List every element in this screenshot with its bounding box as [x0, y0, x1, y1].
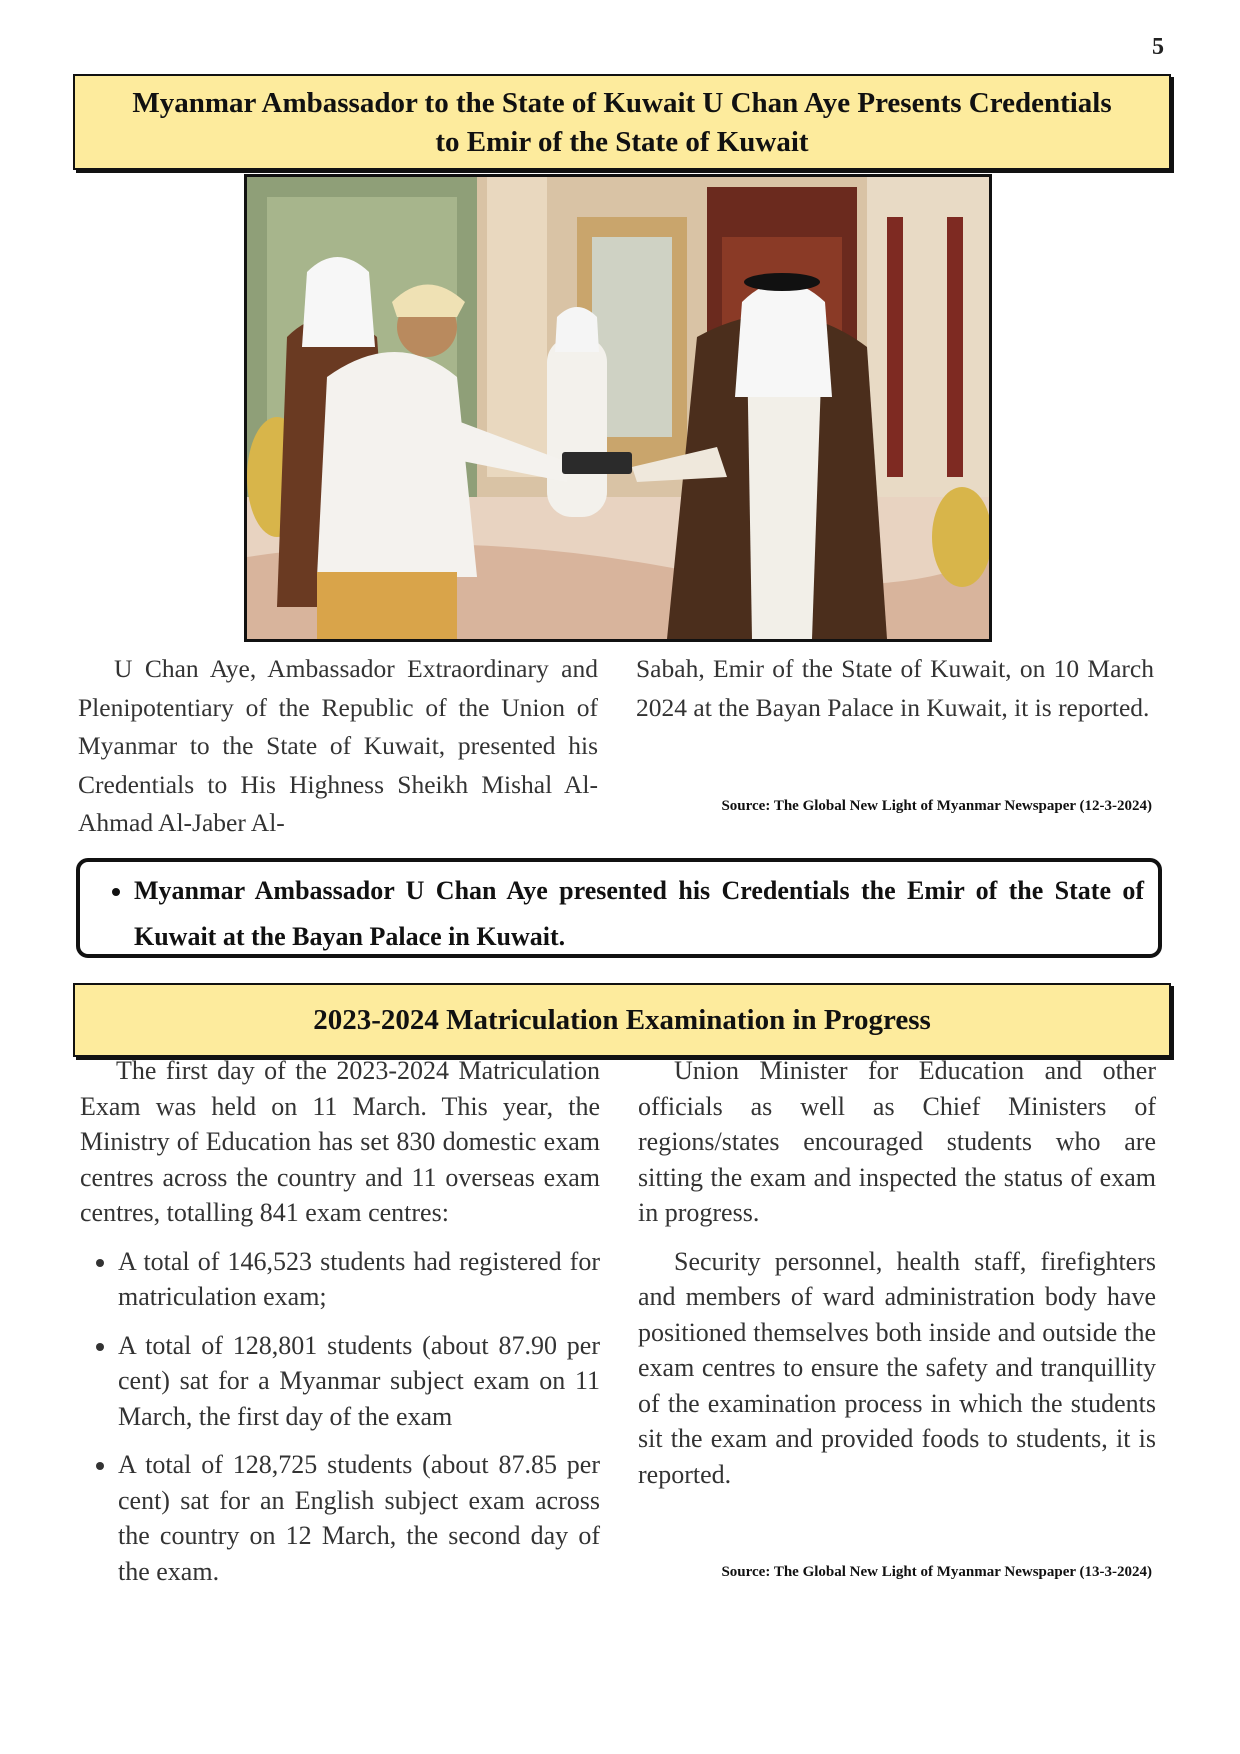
article2-source: Source: The Global New Light of Myanmar Newspaper (13-3-2024) [721, 1564, 1152, 1580]
article1-column-right [636, 650, 1154, 727]
list-item: • A total of 128,725 students (about 87.85 per cent) sat for an English subject exam across the country on 12 March, the second day of the exam. [118, 1447, 600, 1589]
article2-column-left [80, 1053, 600, 1602]
article2-headline: 2023-2024 Matriculation Examination in Progress [73, 983, 1171, 1057]
article2-column-right [638, 1053, 1156, 1492]
highlight-box [76, 858, 1162, 958]
article2-right-paragraph-2: Security personnel, health staff, firefighters and members of ward administration body have positioned themselves both inside and outside the exam centres to ensure the safety and tranquillity of the examination process in which the students sit the exam and provided foods to students, it is reported. [638, 1246, 1156, 1489]
list-item: • A total of 128,801 students (about 87.90 per cent) sat for a Myanmar subject exam on 11 March, the first day of the exam [118, 1328, 600, 1435]
article1-headline-line2: to Emir of the State of Kuwait [435, 126, 809, 158]
article2-bullet-list [80, 1244, 600, 1590]
article1-headline [73, 74, 1171, 170]
credentials-ceremony-photo [244, 174, 992, 642]
article1-headline-line1: Myanmar Ambassador to the State of Kuwait U Chan Aye Presents Credentials [132, 87, 1112, 119]
article2-right-paragraph-1: Union Minister for Education and other officials as well as Chief Ministers of regions/states encouraged students who are sitting the exam and inspected the status of exam in progress. [638, 1056, 1156, 1227]
article1-body-left: U Chan Aye, Ambassador Extraordinary and Plenipotentiary of the Republic of the Union of Myanmar to the State of Kuwait, presented his Credentials to His Highness Sheikh Mishal Al-Ahmad Al-Jaber Al- [78, 654, 598, 837]
article1-source: Source: The Global New Light of Myanmar Newspaper (12-3-2024) [721, 798, 1152, 814]
article1-column-left [78, 650, 598, 843]
highlight-text: • Myanmar Ambassador U Chan Aye presented his Credentials the Emir of the State of Kuwait at the Bayan Palace in Kuwait. [134, 868, 1144, 960]
page-number: 5 [1152, 34, 1164, 60]
article2-intro: The first day of the 2023-2024 Matriculation Exam was held on 11 March. This year, the Ministry of Education has set 830 domestic exam centres across the country and 11 overseas exam centres, totalling 841 exam centres: [80, 1056, 600, 1227]
list-item: • A total of 146,523 students had registered for matriculation exam; [118, 1244, 600, 1315]
article1-body-right: Sabah, Emir of the State of Kuwait, on 10 March 2024 at the Bayan Palace in Kuwait, it is reported. [636, 654, 1154, 722]
